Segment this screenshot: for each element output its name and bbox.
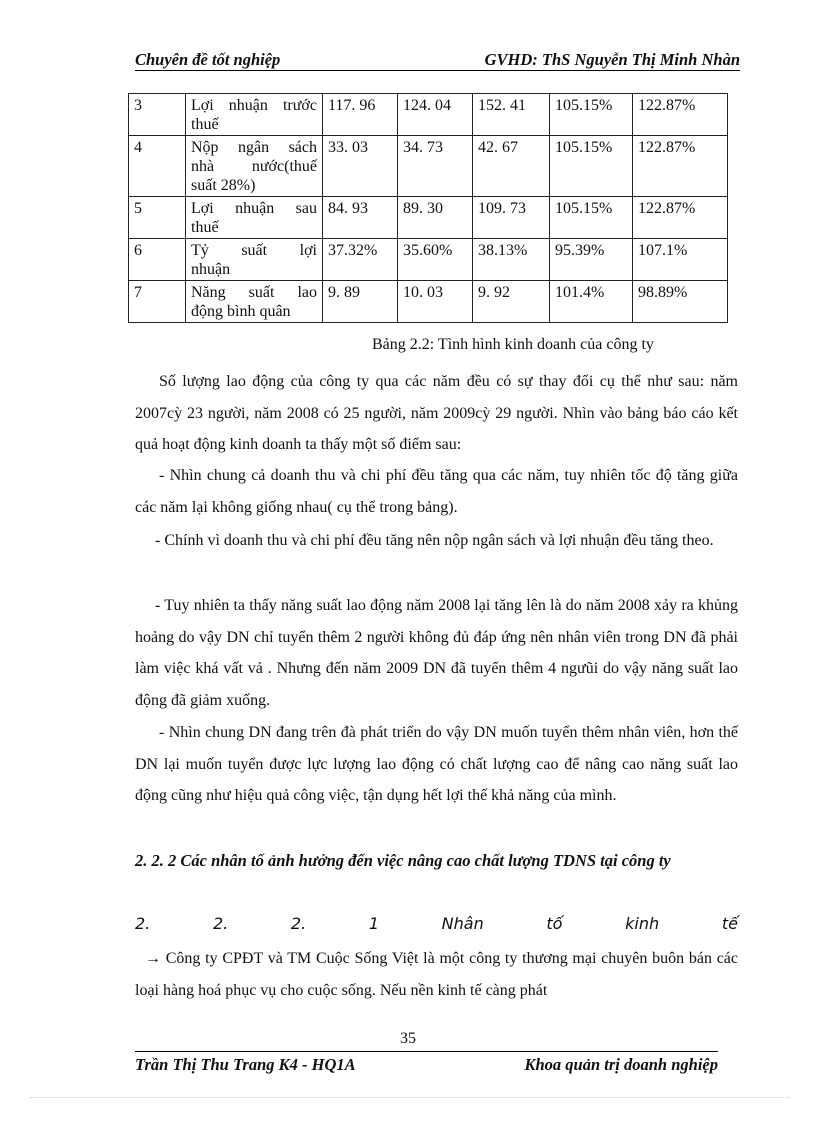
table-body [129, 94, 728, 323]
table-cell-y2009: 42. 67 [473, 136, 550, 197]
subheading-word: 2. [290, 914, 307, 933]
table-cell-line: nhà nước(thuế [191, 158, 317, 175]
page-footer [135, 1055, 718, 1077]
table-cell-y2008: 89. 30 [398, 197, 473, 239]
table-row [129, 94, 728, 136]
table-cell-ratio1: 105.15% [550, 94, 633, 136]
footer-divider [135, 1051, 718, 1052]
page-bottom-guide [30, 1097, 790, 1098]
table-cell-line: Lợi nhuận trước [191, 97, 317, 114]
subheading-word: 2. [212, 914, 229, 933]
table-row [129, 239, 728, 281]
paragraph-budget-profit: - Chính vì doanh thu và chi phí đều tăng nên nộp ngân sách và lợi nhuận đều tăng theo. [155, 532, 714, 549]
footer-author: Trần Thị Thu Trang K4 - HQ1A [135, 1055, 356, 1074]
table-cell-line: thuế [191, 219, 219, 236]
paragraph-development: - Nhìn chung DN đang trên đà phát triển do vậy DN muốn tuyển thêm nhân viên, hơn thế DN lại muốn tuyển được lực lượng lao động có chất lượng cao để nâng cao năng suất lao động cũng như hiệu quả công việc, tận dụng hết lợi thế khả năng của mình. [135, 724, 738, 804]
table-cell-no: 6 [129, 239, 186, 281]
header-title: Chuyên đề tốt nghiệp [135, 50, 281, 69]
table-cell-line: Nộp ngân sách [191, 139, 317, 156]
table-cell-line: Lợi nhuận sau [191, 200, 317, 217]
table-cell-ratio1: 105.15% [550, 136, 633, 197]
table-cell-y2007: 33. 03 [323, 136, 398, 197]
table-cell-y2008: 35.60% [398, 239, 473, 281]
paragraph-revenue-cost: - Nhìn chung cả doanh thu và chi phí đều tăng qua các năm, tuy nhiên tốc độ tăng giữa các năm lại không giống nhau( cụ thể trong bảng). [135, 467, 738, 516]
table-cell-no: 3 [129, 94, 186, 136]
table-cell-line: Năng suất lao [191, 284, 317, 301]
subheading-word: kinh [625, 914, 660, 933]
table-cell-line: động bình quân [191, 303, 291, 320]
section-heading: 2. 2. 2 Các nhân tố ảnh hưởng đến việc nâng cao chất lượng TDNS tại công ty [135, 851, 671, 870]
table-cell-y2009: 9. 92 [473, 281, 550, 323]
table-cell-line: suất 28%) [191, 177, 256, 194]
table-row [129, 197, 728, 239]
table-cell-y2007: 37.32% [323, 239, 398, 281]
table-cell-y2007: 84. 93 [323, 197, 398, 239]
paragraph-company: → Công ty CPĐT và TM Cuộc Sống Việt là một công ty thương mại chuyên buôn bán các loại hàng hoá phục vụ cho cuộc sống. Nếu nền kinh tế càng phát [135, 950, 738, 999]
table-cell-line: thuế [191, 116, 219, 133]
table-row [129, 136, 728, 197]
table-cell-ratio1: 95.39% [550, 239, 633, 281]
header-advisor: GVHD: ThS Nguyễn Thị Minh Nhàn [484, 50, 740, 69]
table-cell-no: 7 [129, 281, 186, 323]
page-header [135, 50, 740, 72]
table-cell-ratio2: 107.1% [633, 239, 728, 281]
table-cell-y2008: 34. 73 [398, 136, 473, 197]
table-cell-ratio1: 101.4% [550, 281, 633, 323]
table-cell-y2007: 117. 96 [323, 94, 398, 136]
table-cell-y2009: 38.13% [473, 239, 550, 281]
table-cell-line: nhuận [191, 261, 231, 278]
table-cell-y2008: 10. 03 [398, 281, 473, 323]
paragraph-productivity: - Tuy nhiên ta thấy năng suất lao động năm 2008 lại tăng lên là do năm 2008 xảy ra khủng hoảng do vậy DN chỉ tuyển thêm 2 người không đủ đáp ứng nên nhân viên trong DN đã phải làm việc khá vất vả . Nhưng đến năm 2009 DN đã tuyển thêm 4 ngưũi do vậy năng suất lao động đã giảm xuống. [135, 597, 738, 709]
table-cell-ratio1: 105.15% [550, 197, 633, 239]
subheading-word: 1 [368, 914, 379, 933]
table-cell-ratio2: 122.87% [633, 197, 728, 239]
table-cell-y2009: 152. 41 [473, 94, 550, 136]
table-cell-item [186, 239, 323, 281]
table-cell-no: 4 [129, 136, 186, 197]
header-divider [135, 70, 740, 71]
table-cell-item [186, 94, 323, 136]
business-results-table [128, 93, 728, 323]
table-cell-y2008: 124. 04 [398, 94, 473, 136]
table-cell-ratio2: 98.89% [633, 281, 728, 323]
paragraph-labor: Số lượng lao động của công ty qua các năm đều có sự thay đổi cụ thể như sau: năm 2007cỳ 23 người, năm 2008 có 25 người, năm 2009cỳ 29 người. Nhìn vào bảng báo cáo kết quả hoạt động kinh doanh ta thấy một số điểm sau: [135, 373, 738, 453]
page-number: 35 [400, 1030, 416, 1047]
table-cell-line: Tỷ suất lợi [191, 242, 317, 259]
table-cell-item [186, 197, 323, 239]
table-cell-no: 5 [129, 197, 186, 239]
subheading-economic-factors [135, 914, 738, 933]
table-row [129, 281, 728, 323]
table-cell-item [186, 281, 323, 323]
table-cell-ratio2: 122.87% [633, 136, 728, 197]
table-cell-ratio2: 122.87% [633, 94, 728, 136]
subheading-word: tế [721, 914, 738, 933]
subheading-word: tố [546, 914, 563, 933]
table-cell-item [186, 136, 323, 197]
table-cell-y2007: 9. 89 [323, 281, 398, 323]
table-caption: Bảng 2.2: Tình hình kinh doanh của công ty [372, 336, 654, 353]
subheading-word: 2. [135, 914, 151, 933]
subheading-word: Nhân [441, 914, 484, 933]
footer-department: Khoa quản trị doanh nghiệp [524, 1055, 718, 1074]
table-cell-y2009: 109. 73 [473, 197, 550, 239]
